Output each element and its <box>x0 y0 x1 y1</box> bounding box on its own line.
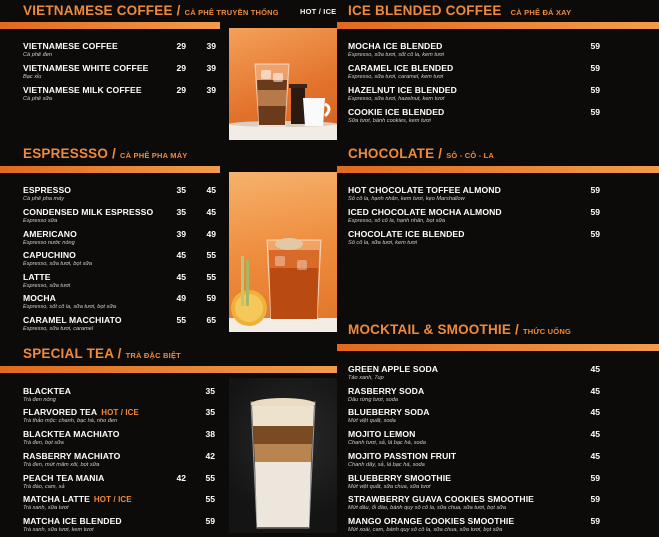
section-title-espresso <box>23 146 188 161</box>
item-price: 59 <box>590 494 600 504</box>
item-price-ice: 39 <box>206 41 216 51</box>
item-name: COOKIE ICE BLENDED <box>348 107 445 117</box>
item-price: 59 <box>590 207 600 217</box>
milk-tea-illustration <box>229 378 337 533</box>
item-price: 59 <box>590 107 600 117</box>
menu-item <box>23 63 223 85</box>
iced-tea-illustration <box>229 172 337 332</box>
item-price-hot: 45 <box>176 250 186 260</box>
menu-item <box>348 107 608 129</box>
item-name: LATTE <box>23 272 51 282</box>
item-description: Sô cô la, hạnh nhân, kem tươi, kẹo Marshallow <box>348 196 465 202</box>
item-description: Trà đen, mứt mâm xôi, bọt sữa <box>23 462 100 468</box>
item-description: Espresso, sữa tươi, caramel, kem tươi <box>348 74 444 80</box>
item-name: ESPRESSO <box>23 185 72 195</box>
item-name: MOCHA <box>23 293 56 303</box>
menu-item <box>23 315 223 337</box>
section-title-text: CHOCOLATE / <box>348 146 443 161</box>
section-subtitle: SÔ - CÔ - LA <box>446 151 495 160</box>
item-description: Táo xanh, 7up <box>348 375 384 381</box>
hot-ice-tag: HOT / ICE <box>101 408 139 417</box>
item-name: PEACH TEA MANIA <box>23 473 105 483</box>
item-description: Trà thảo mộc: chanh, bạc hà, nho đen <box>23 418 118 424</box>
item-price: 45 <box>590 386 600 396</box>
item-description: Cà phê pha máy <box>23 196 65 202</box>
item-name: FLARVORED TEA <box>23 407 98 417</box>
item-price-hot: 42 <box>176 473 186 483</box>
item-price-hot: 29 <box>176 41 186 51</box>
section-bar <box>337 22 659 29</box>
menu-item <box>23 473 223 495</box>
item-price: 45 <box>590 429 600 439</box>
menu-item <box>348 229 608 251</box>
section-bar <box>0 22 220 29</box>
item-price-hot: 35 <box>176 207 186 217</box>
section-title-special-tea <box>23 346 181 361</box>
item-description: Espresso, sữa tươi, bọt sữa <box>23 261 93 267</box>
item-price-hot: 35 <box>176 185 186 195</box>
menu-item <box>348 364 608 386</box>
menu-item <box>23 494 223 516</box>
item-description: Chanh dây, sả, lá bạc hà, soda <box>348 462 425 468</box>
item-name: VIETNAMESE MILK COFFEE <box>23 85 142 95</box>
item-description: Espresso, sữa tươi, sốt cô la, kem tươi <box>348 52 445 58</box>
item-price: 55 <box>205 494 215 504</box>
menu-item <box>23 229 223 251</box>
item-description: Espresso sữa <box>23 218 58 224</box>
item-price: 59 <box>590 41 600 51</box>
item-description: Mứt việt quất, sữa chua, sữa tươi <box>348 484 431 490</box>
item-description: Trà đen, bọt sữa <box>23 440 64 446</box>
item-price: 42 <box>205 451 215 461</box>
section-bar <box>337 166 659 173</box>
item-name: BLUEBERRY SMOOTHIE <box>348 473 452 483</box>
item-price-hot: 39 <box>176 229 186 239</box>
item-name: CHOCOLATE ICE BLENDED <box>348 229 465 239</box>
menu-item <box>348 494 608 516</box>
item-price: 59 <box>590 185 600 195</box>
menu-item <box>23 451 223 473</box>
menu-item <box>348 516 608 537</box>
item-description: Sô cô la, sữa tươi, kem tươi <box>348 240 418 246</box>
item-name: BLACKTEA MACHIATO <box>23 429 120 439</box>
item-description: Cà phê sữa <box>23 96 53 102</box>
menu-item <box>348 63 608 85</box>
item-description: Bạc xỉu <box>23 74 42 80</box>
iced-tea-photo <box>229 172 337 332</box>
item-name: CARAMEL ICE BLENDED <box>348 63 454 73</box>
item-price: 55 <box>205 473 215 483</box>
section-bar <box>0 166 220 173</box>
section-subtitle: CÀ PHÊ ĐÁ XAY <box>510 8 572 17</box>
section-title-mocktail-smoothie <box>348 322 571 337</box>
section-subtitle: CÀ PHÊ PHA MÁY <box>119 151 188 160</box>
menu-item <box>348 185 608 207</box>
menu-item <box>348 41 608 63</box>
menu-item <box>348 407 608 429</box>
item-description: Cà phê đen <box>23 52 52 58</box>
item-name: MANGO ORANGE COOKIES SMOOTHIE <box>348 516 515 526</box>
section-title-ice-blended-coffee <box>348 3 571 18</box>
item-price-hot: 49 <box>176 293 186 303</box>
item-name: STRAWBERRY GUAVA COOKIES SMOOTHIE <box>348 494 535 504</box>
menu-item <box>23 429 223 451</box>
menu-item <box>23 250 223 272</box>
item-description: Chanh tươi, sả, lá bạc hà, soda <box>348 440 426 446</box>
item-name: CAPUCHINO <box>23 250 76 260</box>
section-title-text: ICE BLENDED COFFEE <box>348 3 502 18</box>
item-name: ICED CHOCOLATE MOCHA ALMOND <box>348 207 502 217</box>
item-price: 59 <box>205 516 215 526</box>
item-price-hot: 29 <box>176 85 186 95</box>
item-price-ice: 59 <box>206 293 216 303</box>
section-title-text: MOCKTAIL & SMOOTHIE / <box>348 322 519 337</box>
item-price-ice: 39 <box>206 63 216 73</box>
iced-coffee-photo <box>229 28 337 140</box>
item-price: 59 <box>590 229 600 239</box>
section-title-text: ESPRESSSO / <box>23 146 116 161</box>
item-price-hot: 29 <box>176 63 186 73</box>
item-name: RASBERRY SODA <box>348 386 425 396</box>
item-description: Espresso, sô cô la, hạnh nhân, bọt sữa <box>348 218 446 224</box>
section-subtitle: THỨC UỐNG <box>522 327 571 336</box>
menu-item <box>23 386 223 408</box>
item-description: Espresso, sữa tươi, hazelnut, kem tươi <box>348 96 445 102</box>
item-price-ice: 65 <box>206 315 216 325</box>
section-title-text: VIETNAMESE COFFEE / <box>23 3 181 18</box>
item-price-ice: 39 <box>206 85 216 95</box>
item-name: MOCHA ICE BLENDED <box>348 41 443 51</box>
section-bar <box>0 366 337 373</box>
item-description: Trà đào, cam, sả <box>23 484 65 490</box>
menu-item <box>348 207 608 229</box>
item-price: 45 <box>590 451 600 461</box>
hot-ice-tag: HOT / ICE <box>300 7 337 16</box>
menu-item <box>23 516 223 537</box>
item-name: MOJITO PASSTION FRUIT <box>348 451 457 461</box>
item-name: VIETNAMESE WHITE COFFEE <box>23 63 149 73</box>
item-price-ice: 55 <box>206 272 216 282</box>
section-subtitle: CÀ PHÊ TRUYỀN THỐNG <box>184 8 279 17</box>
item-description: Trà xanh, sữa tươi, kem tươi <box>23 527 94 533</box>
milk-tea-photo <box>229 378 337 533</box>
item-description: Mứt xoài, cam, bánh quy sô cô la, sữa chua, sữa tươi, bọt sữa <box>348 527 503 533</box>
item-description: Espresso, sữa tươi <box>23 283 71 289</box>
section-subtitle: TRÀ ĐẶC BIỆT <box>125 351 181 360</box>
item-description: Sữa tươi, bánh cookies, kem tươi <box>348 118 431 124</box>
item-price: 35 <box>205 407 215 417</box>
item-name: MATCHA LATTE <box>23 494 90 504</box>
hot-ice-tag: HOT / ICE <box>93 495 132 504</box>
section-title-text: SPECIAL TEA / <box>23 346 122 361</box>
item-name: HOT CHOCOLATE TOFFEE ALMOND <box>348 185 501 195</box>
menu-item <box>23 185 223 207</box>
item-description: Trà xanh, sữa tươi <box>23 505 69 511</box>
item-price-ice: 55 <box>206 250 216 260</box>
section-bar <box>337 344 659 351</box>
item-price-ice: 49 <box>206 229 216 239</box>
item-name: BLACKTEA <box>23 386 72 396</box>
item-name: VIETNAMESE COFFEE <box>23 41 118 51</box>
item-description: Trà đen nóng <box>23 397 56 403</box>
item-name: CONDENSED MILK ESPRESSO <box>23 207 154 217</box>
section-title-chocolate <box>348 146 494 161</box>
menu-item <box>348 429 608 451</box>
item-name: GREEN APPLE SODA <box>348 364 439 374</box>
item-price: 35 <box>205 386 215 396</box>
item-description: Mứt việt quất, soda <box>348 418 396 424</box>
item-price: 59 <box>590 85 600 95</box>
menu-item <box>348 451 608 473</box>
menu-item <box>23 293 223 315</box>
item-name: MATCHA ICE BLENDED <box>23 516 122 526</box>
section-title-vietnamese-coffee <box>23 3 337 18</box>
item-name: AMERICANO <box>23 229 77 239</box>
menu-item <box>348 473 608 495</box>
item-price: 59 <box>590 516 600 526</box>
menu-item <box>23 41 223 63</box>
item-price: 59 <box>590 473 600 483</box>
item-price: 59 <box>590 63 600 73</box>
item-price-hot: 55 <box>176 315 186 325</box>
menu-item <box>348 386 608 408</box>
item-description: Espresso nước nóng <box>23 240 75 246</box>
menu-item <box>348 85 608 107</box>
item-price-hot: 45 <box>176 272 186 282</box>
item-description: Espresso, sốt cô la, sữa tươi, bọt sữa <box>23 304 116 310</box>
menu-item <box>23 85 223 107</box>
item-description: Mứt dâu, ổi đào, bánh quy sô cô la, sữa chua, sữa tươi, bọt sữa <box>348 505 506 511</box>
item-price: 45 <box>590 407 600 417</box>
item-price-ice: 45 <box>206 207 216 217</box>
item-name: RASBERRY MACHIATO <box>23 451 121 461</box>
item-price-ice: 45 <box>206 185 216 195</box>
iced-coffee-illustration <box>229 28 337 140</box>
item-price: 45 <box>590 364 600 374</box>
item-name: HAZELNUT ICE BLENDED <box>348 85 457 95</box>
menu-item <box>23 407 223 429</box>
menu-item <box>23 272 223 294</box>
item-description: Dâu rừng tươi, soda <box>348 397 398 403</box>
item-name: BLUEBERRY SODA <box>348 407 430 417</box>
item-name: MOJITO LEMON <box>348 429 416 439</box>
menu-item <box>23 207 223 229</box>
item-name: CARAMEL MACCHIATO <box>23 315 122 325</box>
item-price: 38 <box>205 429 215 439</box>
item-description: Espresso, sữa tươi, caramel <box>23 326 94 332</box>
